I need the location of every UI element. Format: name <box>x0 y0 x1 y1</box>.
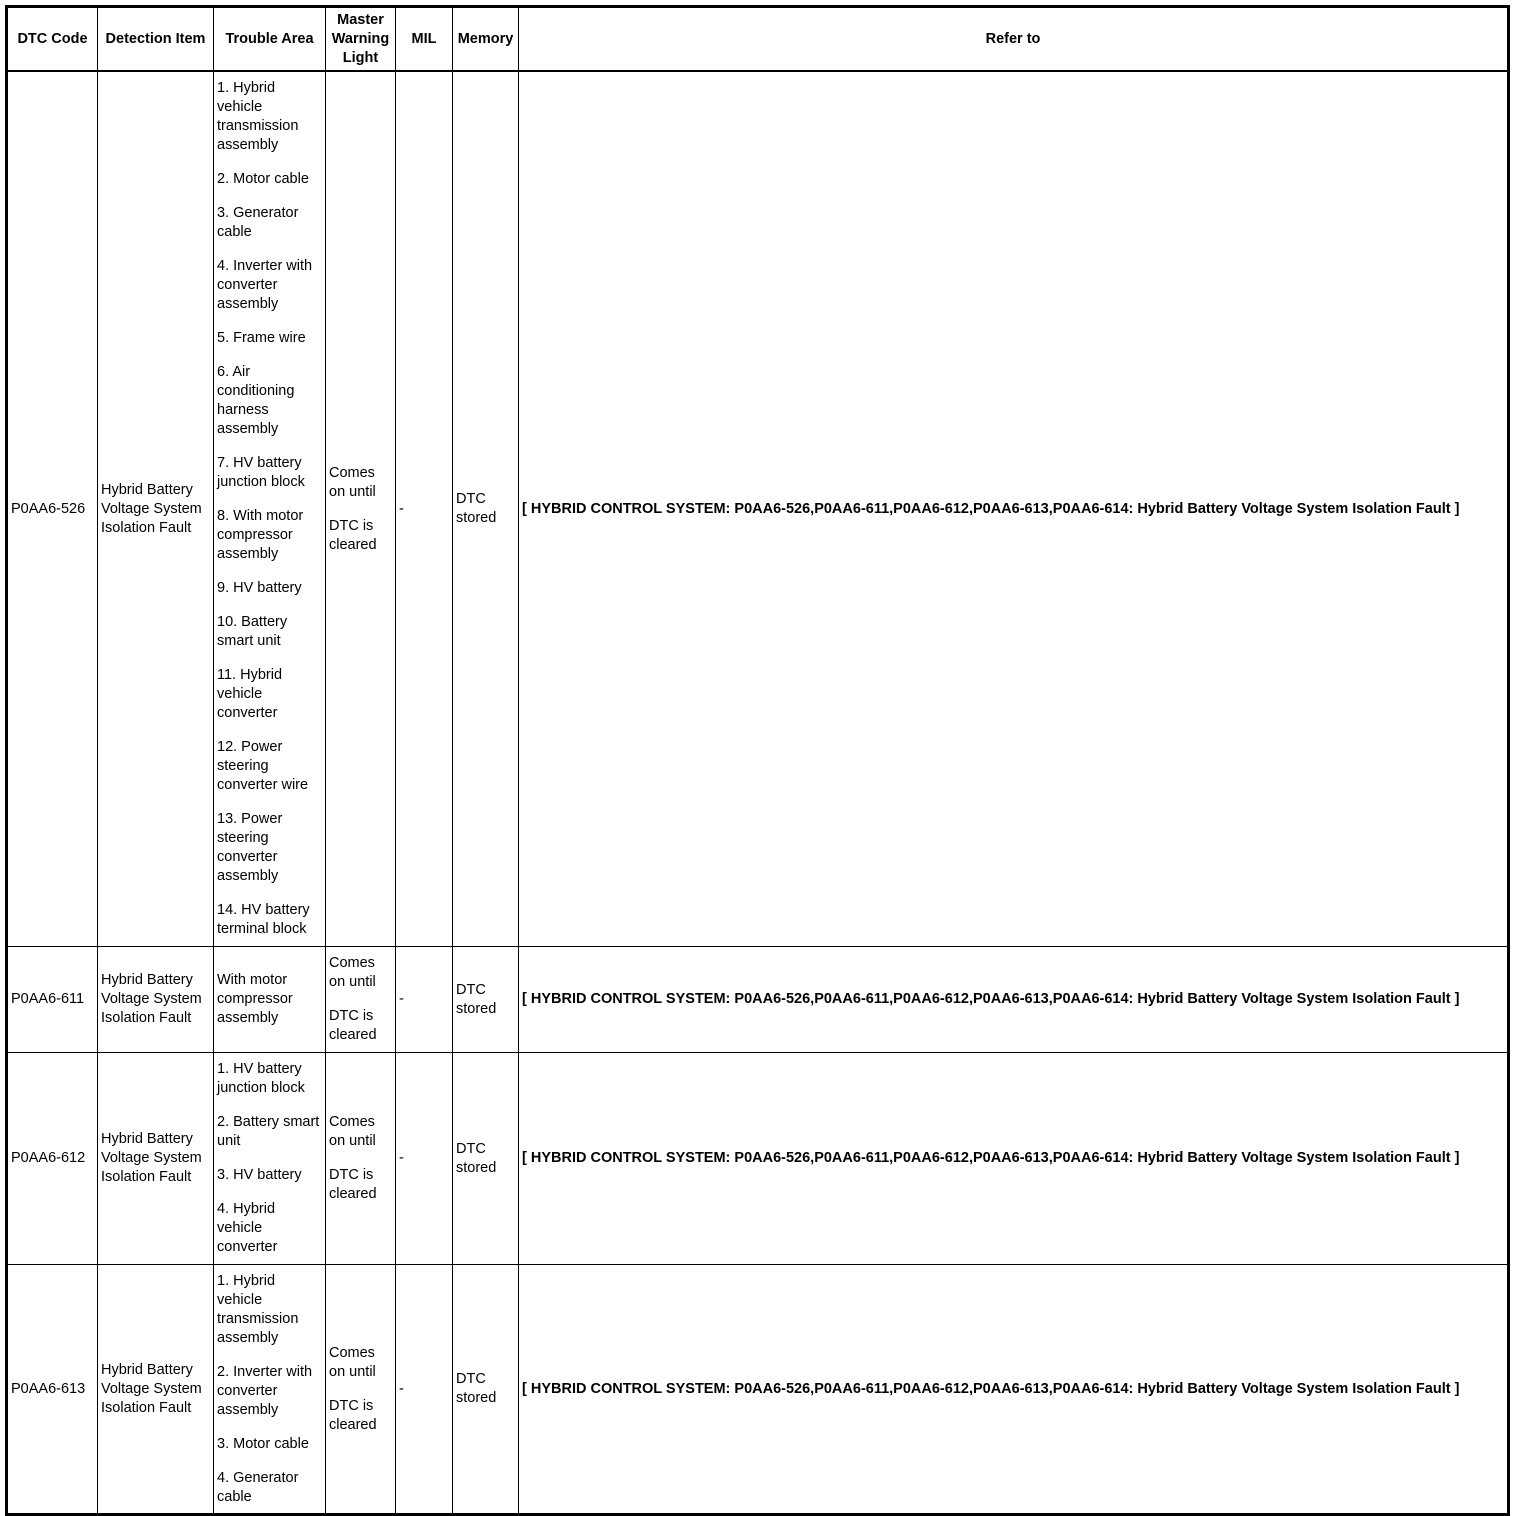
trouble-area-item: 4. Generator cable <box>217 1469 299 1505</box>
trouble-area-item: 11. Hybrid vehicle converter <box>217 667 283 721</box>
dtc-code-cell: P0AA6-526 <box>7 71 98 947</box>
trouble-area-item: 13. Power steering converter assembly <box>217 811 283 884</box>
dtc-table <box>5 5 1510 1516</box>
header-refer-to: Refer to <box>519 7 1509 72</box>
mwl-line: Comes on until <box>329 464 376 500</box>
mil-cell: - <box>396 1265 453 1515</box>
refer-to-link[interactable]: [ HYBRID CONTROL SYSTEM: P0AA6-526,P0AA6-611,P0AA6-612,P0AA6-613,P0AA6-614: Hybrid Battery Voltage System Isolation Fault ] <box>522 1150 1460 1166</box>
dtc-code-cell: P0AA6-612 <box>7 1053 98 1265</box>
mwl-line: Comes on until <box>329 955 376 990</box>
memory-cell: DTC stored <box>453 947 519 1053</box>
header-dtc-code: DTC Code <box>7 7 98 72</box>
refer-to-cell[interactable] <box>519 947 1509 1053</box>
trouble-area-item: 10. Battery smart unit <box>217 614 288 649</box>
mwl-line: DTC is cleared <box>329 1397 377 1433</box>
trouble-area-item: 1. Hybrid vehicle transmission assembly <box>217 80 299 153</box>
memory-cell: DTC stored <box>453 1265 519 1515</box>
trouble-area-item: 3. HV battery <box>217 1167 302 1183</box>
mil-cell: - <box>396 71 453 947</box>
trouble-area-item: 4. Hybrid vehicle converter <box>217 1201 278 1255</box>
memory-cell: DTC stored <box>453 71 519 947</box>
header-row <box>7 7 1509 72</box>
master-warning-light-cell <box>326 947 396 1053</box>
refer-to-link[interactable]: [ HYBRID CONTROL SYSTEM: P0AA6-526,P0AA6-611,P0AA6-612,P0AA6-613,P0AA6-614: Hybrid Battery Voltage System Isolation Fault ] <box>522 991 1460 1007</box>
table-row <box>7 947 1509 1053</box>
refer-to-link[interactable]: [ HYBRID CONTROL SYSTEM: P0AA6-526,P0AA6-611,P0AA6-612,P0AA6-613,P0AA6-614: Hybrid Battery Voltage System Isolation Fault ] <box>522 500 1460 517</box>
header-detection-item: Detection Item <box>98 7 214 72</box>
master-warning-light-cell <box>326 1265 396 1515</box>
mwl-line: Comes on until <box>329 1114 376 1149</box>
dtc-code-cell: P0AA6-611 <box>7 947 98 1053</box>
trouble-area-cell <box>214 1053 326 1265</box>
trouble-area-cell <box>214 1265 326 1515</box>
dtc-code-cell: P0AA6-613 <box>7 1265 98 1515</box>
master-warning-light-cell <box>326 1053 396 1265</box>
refer-to-cell[interactable] <box>519 71 1509 947</box>
trouble-area-item: With motor compressor assembly <box>217 972 293 1026</box>
trouble-area-item: 7. HV battery junction block <box>217 455 305 490</box>
refer-to-cell[interactable] <box>519 1265 1509 1515</box>
trouble-area-item: 14. HV battery terminal block <box>217 902 310 937</box>
mwl-line: DTC is cleared <box>329 1008 377 1043</box>
table-row <box>7 1053 1509 1265</box>
trouble-area-item: 3. Generator cable <box>217 205 299 240</box>
refer-to-cell[interactable] <box>519 1053 1509 1265</box>
detection-item-cell: Hybrid Battery Voltage System Isolation Fault <box>98 71 214 947</box>
trouble-area-item: 3. Motor cable <box>217 1435 309 1452</box>
mwl-line: DTC is cleared <box>329 517 377 553</box>
trouble-area-item: 5. Frame wire <box>217 330 306 346</box>
mil-cell: - <box>396 1053 453 1265</box>
header-trouble-area: Trouble Area <box>214 7 326 72</box>
table-row <box>7 1265 1509 1515</box>
header-mil: MIL <box>396 7 453 72</box>
refer-to-link[interactable]: [ HYBRID CONTROL SYSTEM: P0AA6-526,P0AA6-611,P0AA6-612,P0AA6-613,P0AA6-614: Hybrid Battery Voltage System Isolation Fault ] <box>522 1380 1460 1397</box>
trouble-area-item: 4. Inverter with converter assembly <box>217 258 313 312</box>
trouble-area-item: 9. HV battery <box>217 580 302 596</box>
header-memory: Memory <box>453 7 519 72</box>
trouble-area-item: 2. Battery smart unit <box>217 1114 320 1149</box>
trouble-area-cell <box>214 947 326 1053</box>
trouble-area-item: 2. Motor cable <box>217 171 309 187</box>
trouble-area-item: 8. With motor compressor assembly <box>217 508 304 562</box>
detection-item-cell: Hybrid Battery Voltage System Isolation Fault <box>98 1053 214 1265</box>
trouble-area-item: 1. Hybrid vehicle transmission assembly <box>217 1272 299 1346</box>
mwl-line: Comes on until <box>329 1344 376 1380</box>
mil-cell: - <box>396 947 453 1053</box>
trouble-area-cell <box>214 71 326 947</box>
trouble-area-item: 12. Power steering converter wire <box>217 739 309 793</box>
trouble-area-item: 1. HV battery junction block <box>217 1061 305 1096</box>
detection-item-cell: Hybrid Battery Voltage System Isolation Fault <box>98 1265 214 1515</box>
table-row <box>7 71 1509 947</box>
memory-cell: DTC stored <box>453 1053 519 1265</box>
detection-item-cell: Hybrid Battery Voltage System Isolation Fault <box>98 947 214 1053</box>
master-warning-light-cell <box>326 71 396 947</box>
header-master-warning-light: Master Warning Light <box>326 7 396 72</box>
trouble-area-item: 6. Air conditioning harness assembly <box>217 364 295 437</box>
mwl-line: DTC is cleared <box>329 1167 377 1202</box>
trouble-area-item: 2. Inverter with converter assembly <box>217 1363 313 1418</box>
